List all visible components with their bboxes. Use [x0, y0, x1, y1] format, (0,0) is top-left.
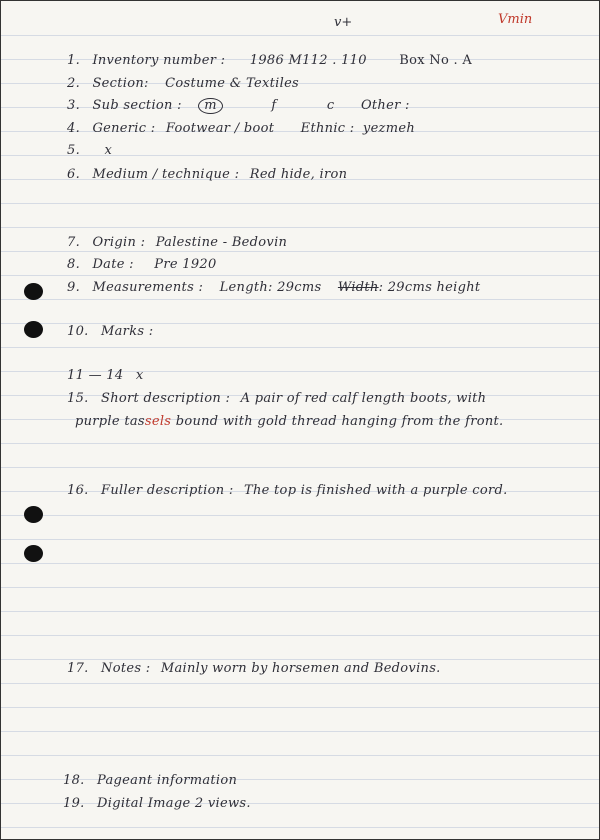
field-date: [67, 257, 217, 272]
field-number: 16.: [67, 483, 89, 498]
field-label: Marks :: [101, 324, 154, 339]
field-11-14: [67, 368, 144, 383]
field-label: Short description :: [101, 391, 231, 406]
field-section: [67, 76, 299, 91]
ethnic-value: yezmeh: [362, 121, 416, 136]
fuller-description-value: The top is finished with a purple cord.: [243, 483, 508, 498]
field-number: 19.: [63, 796, 85, 811]
field-label: Fuller description :: [101, 483, 234, 498]
short-description-line1: A pair of red calf length boots, with: [240, 391, 487, 406]
origin-value: Palestine - Bedovin: [155, 235, 288, 250]
tick-mark: v+: [334, 15, 353, 30]
punch-hole: [24, 506, 43, 523]
field-number: 18.: [63, 773, 85, 788]
sub-section-m-circled: m: [198, 98, 223, 114]
short-description-text-a: purple tas: [75, 414, 145, 429]
field-medium-technique: [67, 167, 347, 182]
field-label: Generic :: [92, 121, 156, 136]
field-label: Date :: [92, 257, 134, 272]
field-number: 2.: [67, 76, 81, 91]
sub-section-f: f: [271, 98, 277, 113]
field-number: 15.: [67, 391, 89, 406]
field-11-14-value: x: [135, 368, 144, 383]
box-number: Box No . A: [399, 53, 473, 68]
field-fuller-description: [67, 483, 508, 498]
field-digital-image: [63, 796, 257, 811]
notes-value: Mainly worn by horsemen and Bedovins.: [160, 661, 441, 676]
punch-hole: [24, 545, 43, 562]
field-number: 11 — 14: [67, 368, 124, 383]
field-number: 8.: [67, 257, 81, 272]
field-number: 6.: [67, 167, 81, 182]
width-height-value: : 29cms height: [378, 280, 481, 295]
inventory-number-value: 1986 M112 . 110: [249, 53, 367, 68]
field-marks: [67, 324, 159, 339]
field-5: [67, 143, 112, 158]
short-description-line2: [75, 414, 503, 429]
field-inventory-number: [67, 53, 472, 68]
field-short-description: [67, 391, 486, 406]
field-label: Digital Image 2 views.: [97, 796, 251, 811]
field-generic: [67, 121, 415, 136]
field-number: 9.: [67, 280, 81, 295]
field-sub-section: [67, 98, 410, 114]
field-number: 1.: [67, 53, 81, 68]
generic-value: Footwear / boot: [165, 121, 275, 136]
field-pageant-information: [63, 773, 243, 788]
field-number: 3.: [67, 98, 81, 113]
field-number: 4.: [67, 121, 81, 136]
ethnic-label: Ethnic :: [300, 121, 355, 136]
short-description-text-b: bound with gold thread hanging from the front.: [171, 414, 504, 429]
section-value: Costume & Textiles: [165, 76, 300, 91]
field-number: 17.: [67, 661, 89, 676]
field-label: Measurements :: [92, 280, 204, 295]
field-number: 10.: [67, 324, 89, 339]
punch-hole: [24, 283, 43, 300]
field-label: Inventory number :: [92, 53, 226, 68]
field-measurements: [67, 280, 480, 295]
red-corner-mark: Vmin: [498, 12, 533, 27]
field-label: Medium / technique :: [92, 167, 240, 182]
field-label: Pageant information: [97, 773, 238, 788]
sub-section-other: Other :: [360, 98, 410, 113]
field-label: Section:: [92, 76, 149, 91]
width-struck: Width: [337, 280, 379, 295]
field-label: Sub section :: [92, 98, 182, 113]
field-number: 7.: [67, 235, 81, 250]
medium-value: Red hide, iron: [249, 167, 348, 182]
field-origin: [67, 235, 287, 250]
field-label: Notes :: [101, 661, 151, 676]
date-value: Pre 1920: [154, 257, 217, 272]
field-number: 5.: [67, 143, 81, 158]
length-value: Length: 29cms: [219, 280, 322, 295]
field-5-value: x: [104, 143, 113, 158]
short-description-correction: sels: [144, 414, 172, 429]
punch-hole: [24, 321, 43, 338]
sub-section-c: c: [326, 98, 335, 113]
field-notes: [67, 661, 441, 676]
field-label: Origin :: [92, 235, 146, 250]
